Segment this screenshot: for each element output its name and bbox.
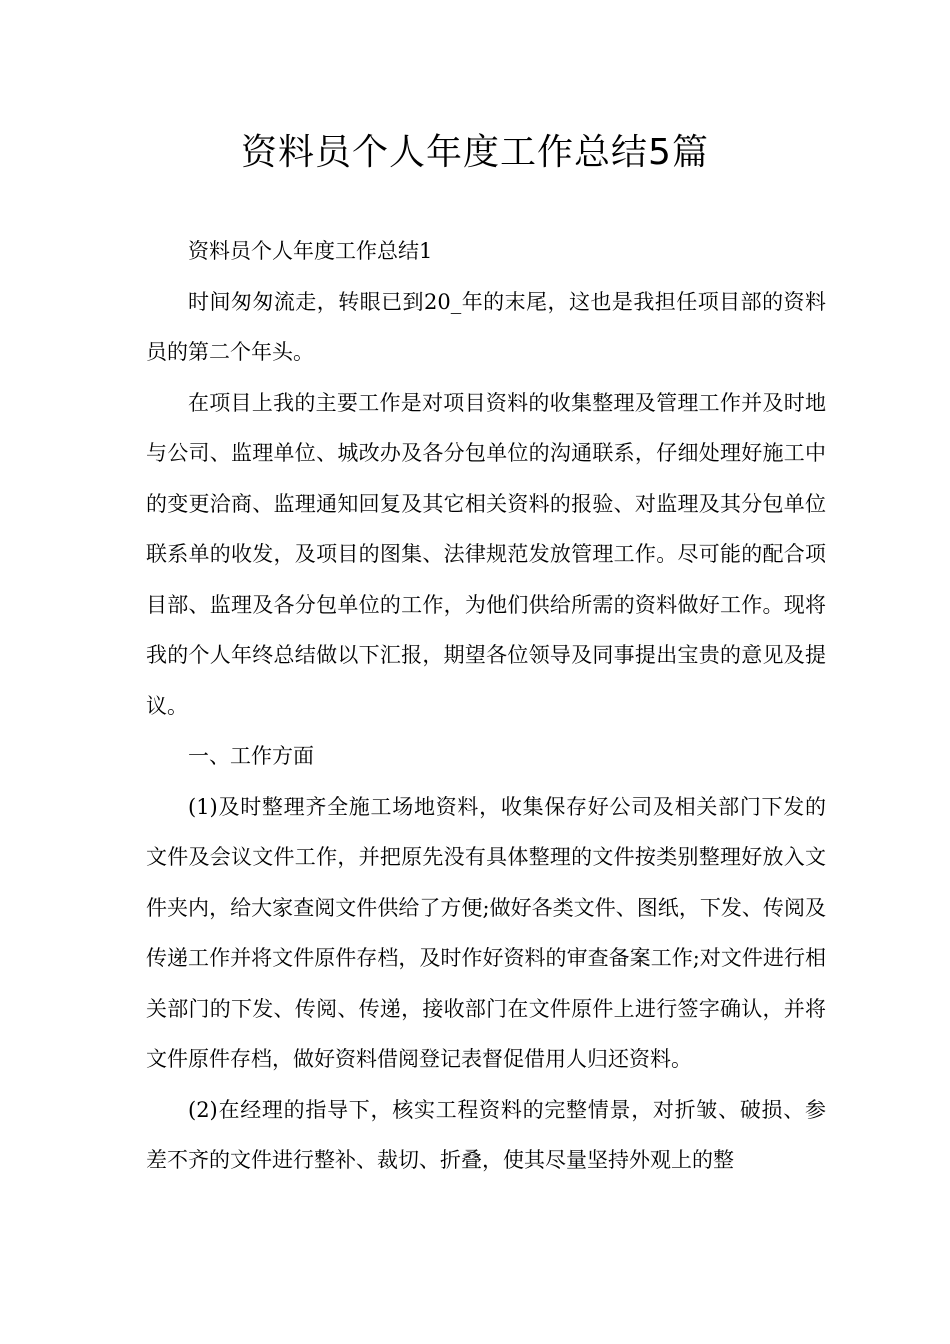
paragraph: 时间匆匆流走，转眼已到20_年的末尾，这也是我担任项目部的资料员的第二个年头。 <box>146 289 826 364</box>
paragraph: (2)在经理的指导下，核实工程资料的完整情景，对折皱、破损、参差不齐的文件进行整补、裁切、折叠，使其尽量坚持外观上的整 <box>146 1097 826 1172</box>
section-heading: 资料员个人年度工作总结1 <box>188 239 433 263</box>
section-heading: 一、工作方面 <box>188 744 314 768</box>
paragraph: (1)及时整理齐全施工场地资料，收集保存好公司及相关部门下发的文件及会议文件工作，并把原先没有具体整理的文件按类别整理好放入文件夹内，给大家查阅文件供给了方便;做好各类文件、图纸，下发、传阅及传递工作并将文件原件存档，及时作好资料的审查备案工作;对文件进行相关部门的下发、传阅、传递，接收部门在文件原件上进行签字确认，并将文件原件存档，做好资料借阅登记表督促借用人归还资料。 <box>146 794 826 1071</box>
document-title: 资料员个人年度工作总结5篇 <box>241 132 709 173</box>
document-body <box>146 226 826 1186</box>
paragraph: 在项目上我的主要工作是对项目资料的收集整理及管理工作并及时地与公司、监理单位、城改办及各分包单位的沟通联系，仔细处理好施工中的变更洽商、监理通知回复及其它相关资料的报验、对监理及其分包单位联系单的收发，及项目的图集、法律规范发放管理工作。尽可能的配合项目部、监理及各分包单位的工作，为他们供给所需的资料做好工作。现将我的个人年终总结做以下汇报，期望各位领导及同事提出宝贵的意见及提议。 <box>146 390 826 718</box>
